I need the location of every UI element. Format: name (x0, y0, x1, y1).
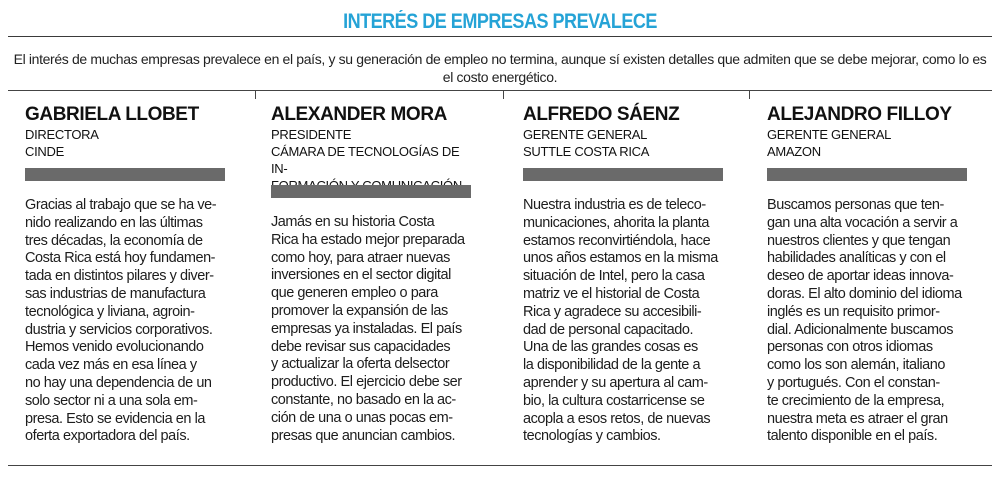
quote-line: nuestra meta es atraer el gran (767, 410, 948, 427)
quote-line: y actualizar la oferta delsector (271, 356, 450, 373)
quote-line: no hay una dependencia de un (25, 374, 212, 391)
quote-line: oferta exportadora del país. (25, 428, 190, 445)
quote-line: la disponibilidad de la gente a (523, 357, 701, 374)
quote-line: dustria y servicios corporativos. (25, 321, 213, 338)
quote-line: empresas ya instaladas. El país (271, 320, 462, 337)
person-organization: CINDE (25, 144, 64, 159)
column-divider (749, 91, 750, 99)
person-column-mora (271, 104, 475, 444)
quote-text (25, 197, 233, 446)
columns-box (8, 90, 992, 466)
quote-text (271, 214, 479, 445)
quote-line: presas que anuncian cambios. (271, 427, 456, 444)
quote-line: productivo. El ejercicio debe ser (271, 374, 462, 391)
person-name: ALEXANDER MORA (271, 104, 447, 125)
separator-bar (271, 185, 471, 198)
quote-line: dial. Adicionalmente buscamos (767, 321, 954, 338)
quote-line: situación de Intel, pero la casa (523, 268, 705, 285)
quote-line: Rica ha estado mejor preparada (271, 231, 465, 248)
intro-text: El interés de muchas empresas prevalece en el país, y su generación de empleo no termina, aunque sí existen detalles que admiten que se debe mejorar, como lo es el costo energético. (13, 51, 987, 85)
quote-line: constante, no basado en la ac- (271, 391, 456, 408)
quote-line: deseo de aportar ideas innova- (767, 268, 954, 285)
person-name: ALEJANDRO FILLOY (767, 104, 952, 125)
quote-line: estamos reconvirtiéndola, hace (523, 232, 711, 249)
quote-line: Hemos venido evolucionando (25, 339, 204, 356)
quote-line: sas industrias de manufactura (25, 285, 206, 302)
quote-line: nuestros clientes y que tengan (767, 232, 951, 249)
quote-line: dad de personal capacitado. (523, 321, 694, 338)
quote-line: tecnologías y cambios. (523, 428, 661, 445)
header-rule (8, 8, 992, 37)
quote-line: inglés es un requisito primor- (767, 303, 940, 320)
quote-line: doras. El alto dominio del idioma (767, 285, 962, 302)
quote-line: cada vez más en esa línea y (25, 357, 197, 374)
quote-line: como hoy, para atraer nuevas (271, 249, 450, 266)
quote-line: tada en distintos pilares y diver- (25, 268, 214, 285)
quote-line: inversiones en el sector digital (271, 267, 451, 284)
quote-line: nido realizando en las últimas (25, 214, 203, 231)
person-column-saenz (523, 104, 727, 445)
quote-line: y portugués. Con el constan- (767, 374, 940, 391)
person-role: PRESIDENTE (271, 127, 352, 142)
person-name: GABRIELA LLOBET (25, 104, 199, 125)
quote-line: tres décadas, la economía de (25, 232, 203, 249)
person-organization: SUTTLE COSTA RICA (523, 144, 650, 159)
quote-line: Jamás en su historia Costa (271, 214, 435, 230)
quote-line: acopla a esos retos, de nuevas (523, 410, 711, 427)
quote-line: solo sector ni a una sola em- (25, 392, 198, 409)
quote-line: te crecimiento de la empresa, (767, 392, 945, 409)
quote-line: debe revisar sus capacidades (271, 338, 451, 355)
quote-line: como los son alemán, italiano (767, 357, 945, 374)
separator-bar (523, 168, 723, 181)
quote-line: promover la expansión de las (271, 302, 448, 319)
quote-text (523, 197, 731, 446)
person-column-filloy (767, 104, 971, 445)
person-column-llobet (25, 104, 229, 445)
quote-line: Nuestra industria es de teleco- (523, 197, 706, 213)
quote-line: ción de una o unas pocas em- (271, 409, 453, 426)
quote-line: Una de las grandes cosas es (523, 339, 698, 356)
quote-line: unos años estamos en la misma (523, 250, 718, 267)
quote-line: tecnológica y liviana, agroin- (25, 303, 195, 320)
column-divider (503, 91, 504, 99)
quote-line: bio, la cultura costarricense se (523, 392, 705, 409)
person-organization: CÁMARA DE TECNOLOGÍAS DE IN- (271, 144, 460, 176)
person-role: GERENTE GENERAL (523, 127, 648, 142)
page-title: INTERÉS DE EMPRESAS PREVALECE (343, 10, 657, 33)
quote-line: matriz ve el historial de Costa (523, 285, 700, 302)
quote-line: Buscamos personas que ten- (767, 197, 944, 213)
quote-line: habilidades analíticas y con el (767, 250, 946, 267)
quote-line: talento disponible en el país. (767, 428, 938, 445)
person-role: DIRECTORA (25, 127, 99, 142)
quote-line: personas con otros idiomas (767, 339, 933, 356)
person-organization: AMAZON (767, 144, 821, 159)
column-divider (255, 91, 256, 99)
quote-line: Gracias al trabajo que se ha ve- (25, 197, 217, 213)
quote-text (767, 197, 975, 446)
quote-line: que generen empleo o para (271, 285, 438, 302)
quote-line: Rica y agradece su accesibili- (523, 303, 702, 320)
separator-bar (25, 168, 225, 181)
quote-line: municaciones, ahorita la planta (523, 214, 709, 231)
person-name: ALFREDO SÁENZ (523, 104, 680, 125)
quote-line: gan una alta vocación a servir a (767, 214, 958, 231)
person-role: GERENTE GENERAL (767, 127, 892, 142)
quote-line: Costa Rica está hoy fundamen- (25, 250, 216, 267)
separator-bar (767, 168, 967, 181)
quote-line: presa. Esto se evidencia en la (25, 410, 205, 427)
quote-line: aprender y su apertura al cam- (523, 374, 708, 391)
